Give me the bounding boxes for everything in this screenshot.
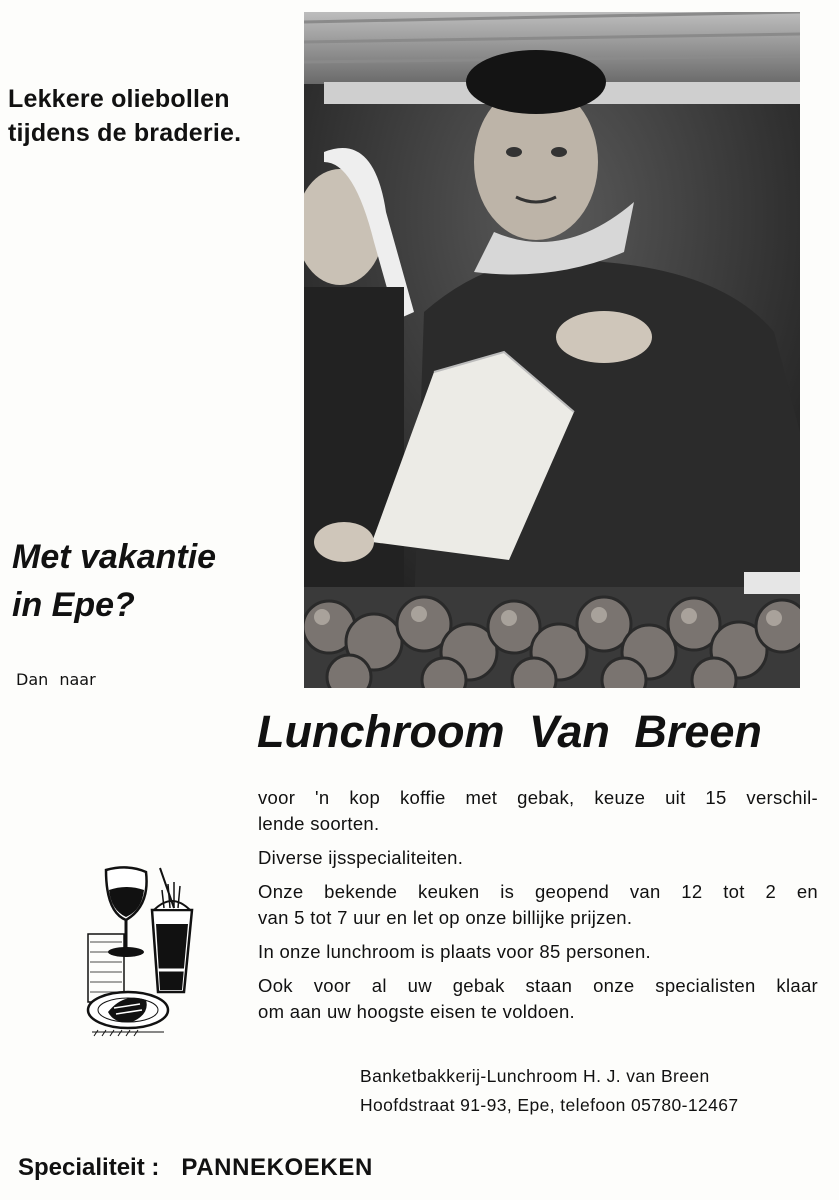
lead-text: Dan naar	[16, 670, 96, 689]
cafe-drinks-illustration	[84, 862, 200, 1042]
specialty-line	[18, 1154, 373, 1182]
specialty-value: PANNEKOEKEN	[181, 1154, 373, 1181]
paragraph-gebak-line-2: om aan uw hoogste eisen te voldoen.	[258, 1001, 575, 1022]
address-block	[360, 1062, 739, 1120]
paragraph-ijs: Diverse ijsspecialiteiten.	[258, 847, 464, 868]
address-line-2: Hoofdstraat 91-93, Epe, telefoon 05780-12467	[360, 1095, 739, 1115]
oliebollen-stand-photo	[304, 12, 800, 688]
specialty-label: Specialiteit :	[18, 1154, 160, 1181]
paragraph-keuken	[258, 879, 818, 931]
vakantie-line-2: in Epe?	[12, 586, 135, 624]
address-line-1: Banketbakkerij-Lunchroom H. J. van Breen	[360, 1066, 710, 1086]
headline-line-1: Lekkere oliebollen	[8, 85, 230, 113]
photo-illustration	[304, 12, 800, 688]
paragraph-keuken-line-2: van 5 tot 7 uur en let op onze billijke prijzen.	[258, 907, 633, 928]
vakantie-line-1: Met vakantie	[12, 538, 217, 576]
headline-line-2: tijdens de braderie.	[8, 119, 242, 147]
paragraph-koffie-line-1: voor 'n kop koffie met gebak, keuze uit 15 verschil-	[258, 787, 818, 808]
paragraph-keuken-line-1: Onze bekende keuken is geopend van 12 tot 2 en	[258, 881, 818, 902]
wine-glass-icon	[84, 862, 200, 1042]
business-title: Lunchroom Van Breen	[257, 706, 762, 757]
body-copy	[258, 785, 818, 1033]
paragraph-koffie	[258, 785, 818, 837]
headline	[8, 82, 241, 150]
paragraph-koffie-line-2: lende soorten.	[258, 813, 380, 834]
paragraph-gebak-line-1: Ook voor al uw gebak staan onze specialisten klaar	[258, 975, 818, 996]
paragraph-gebak	[258, 973, 818, 1025]
vakantie-heading	[12, 533, 216, 629]
paragraph-plaats: In onze lunchroom is plaats voor 85 personen.	[258, 941, 651, 962]
